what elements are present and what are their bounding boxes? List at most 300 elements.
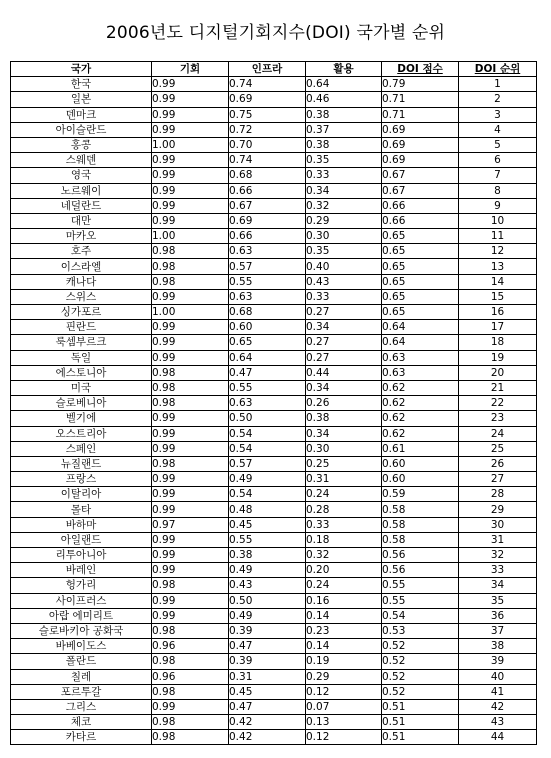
utilization-cell: 0.07: [306, 699, 382, 714]
table-row: [11, 654, 537, 669]
infrastructure-cell: 0.49: [229, 608, 306, 623]
doi-rank-cell: 3: [459, 107, 537, 122]
table-row: [11, 502, 537, 517]
doi-rank-cell: 25: [459, 441, 537, 456]
country-cell: 벨기에: [11, 411, 152, 426]
infrastructure-cell: 0.63: [229, 244, 306, 259]
opportunity-cell: 0.96: [152, 669, 229, 684]
doi-score-cell: 0.71: [382, 107, 459, 122]
doi-rank-cell: 42: [459, 699, 537, 714]
table-row: [11, 684, 537, 699]
infrastructure-cell: 0.65: [229, 335, 306, 350]
opportunity-cell: 0.99: [152, 441, 229, 456]
country-cell: 오스트리아: [11, 426, 152, 441]
utilization-cell: 0.13: [306, 715, 382, 730]
country-cell: 룩셈부르크: [11, 335, 152, 350]
utilization-cell: 0.27: [306, 335, 382, 350]
infrastructure-cell: 0.54: [229, 441, 306, 456]
doi-rank-cell: 7: [459, 168, 537, 183]
doi-rank-cell: 31: [459, 532, 537, 547]
doi-rank-cell: 1: [459, 77, 537, 92]
infrastructure-cell: 0.66: [229, 229, 306, 244]
opportunity-cell: 0.99: [152, 411, 229, 426]
utilization-cell: 0.29: [306, 669, 382, 684]
table-row: [11, 715, 537, 730]
table-row: [11, 426, 537, 441]
infrastructure-cell: 0.38: [229, 548, 306, 563]
doi-score-cell: 0.63: [382, 365, 459, 380]
opportunity-cell: 0.98: [152, 623, 229, 638]
utilization-cell: 0.24: [306, 578, 382, 593]
infrastructure-cell: 0.50: [229, 411, 306, 426]
doi-score-cell: 0.60: [382, 456, 459, 471]
infrastructure-cell: 0.72: [229, 122, 306, 137]
infrastructure-cell: 0.54: [229, 426, 306, 441]
infrastructure-cell: 0.42: [229, 730, 306, 745]
doi-score-cell: 0.58: [382, 502, 459, 517]
doi-score-cell: 0.62: [382, 411, 459, 426]
utilization-cell: 0.29: [306, 213, 382, 228]
header-doi-score-label: DOI 점수: [397, 63, 443, 76]
doi-score-cell: 0.53: [382, 623, 459, 638]
opportunity-cell: 0.98: [152, 244, 229, 259]
doi-rank-cell: 44: [459, 730, 537, 745]
utilization-cell: 0.33: [306, 168, 382, 183]
opportunity-cell: 0.98: [152, 380, 229, 395]
table-row: [11, 198, 537, 213]
table-row: [11, 229, 537, 244]
infrastructure-cell: 0.49: [229, 472, 306, 487]
opportunity-cell: 0.99: [152, 350, 229, 365]
infrastructure-cell: 0.47: [229, 699, 306, 714]
table-row: [11, 517, 537, 532]
opportunity-cell: 0.98: [152, 396, 229, 411]
table-row: [11, 213, 537, 228]
utilization-cell: 0.12: [306, 730, 382, 745]
country-cell: 바레인: [11, 563, 152, 578]
table-row: [11, 396, 537, 411]
doi-score-cell: 0.59: [382, 487, 459, 502]
doi-score-cell: 0.71: [382, 92, 459, 107]
opportunity-cell: 0.99: [152, 532, 229, 547]
utilization-cell: 0.16: [306, 593, 382, 608]
utilization-cell: 0.44: [306, 365, 382, 380]
opportunity-cell: 0.98: [152, 365, 229, 380]
opportunity-cell: 0.99: [152, 77, 229, 92]
opportunity-cell: 0.96: [152, 639, 229, 654]
doi-rank-cell: 34: [459, 578, 537, 593]
utilization-cell: 0.34: [306, 320, 382, 335]
doi-score-cell: 0.54: [382, 608, 459, 623]
infrastructure-cell: 0.48: [229, 502, 306, 517]
infrastructure-cell: 0.57: [229, 456, 306, 471]
utilization-cell: 0.23: [306, 623, 382, 638]
table-row: [11, 335, 537, 350]
opportunity-cell: 0.99: [152, 289, 229, 304]
country-cell: 마카오: [11, 229, 152, 244]
table-row: [11, 608, 537, 623]
doi-score-cell: 0.69: [382, 122, 459, 137]
doi-score-cell: 0.62: [382, 396, 459, 411]
country-cell: 영국: [11, 168, 152, 183]
opportunity-cell: 0.98: [152, 259, 229, 274]
opportunity-cell: 1.00: [152, 137, 229, 152]
infrastructure-cell: 0.75: [229, 107, 306, 122]
doi-rank-cell: 5: [459, 137, 537, 152]
doi-rank-cell: 18: [459, 335, 537, 350]
table-row: [11, 730, 537, 745]
opportunity-cell: 0.99: [152, 472, 229, 487]
opportunity-cell: 0.99: [152, 563, 229, 578]
opportunity-cell: 0.99: [152, 198, 229, 213]
opportunity-cell: 0.99: [152, 608, 229, 623]
header-country: 국가: [11, 62, 152, 77]
infrastructure-cell: 0.60: [229, 320, 306, 335]
country-cell: 폴란드: [11, 654, 152, 669]
opportunity-cell: 0.98: [152, 715, 229, 730]
opportunity-cell: 0.98: [152, 730, 229, 745]
infrastructure-cell: 0.55: [229, 274, 306, 289]
table-row: [11, 153, 537, 168]
opportunity-cell: 1.00: [152, 229, 229, 244]
infrastructure-cell: 0.63: [229, 289, 306, 304]
country-cell: 노르웨이: [11, 183, 152, 198]
utilization-cell: 0.25: [306, 456, 382, 471]
table-row: [11, 259, 537, 274]
doi-score-cell: 0.51: [382, 699, 459, 714]
doi-score-cell: 0.65: [382, 259, 459, 274]
doi-rank-cell: 14: [459, 274, 537, 289]
country-cell: 이스라엘: [11, 259, 152, 274]
utilization-cell: 0.64: [306, 77, 382, 92]
country-cell: 바하마: [11, 517, 152, 532]
country-cell: 홍콩: [11, 137, 152, 152]
utilization-cell: 0.34: [306, 380, 382, 395]
opportunity-cell: 0.99: [152, 487, 229, 502]
doi-rank-cell: 20: [459, 365, 537, 380]
country-cell: 스웨덴: [11, 153, 152, 168]
doi-score-cell: 0.60: [382, 472, 459, 487]
table-header-row: [11, 62, 537, 77]
opportunity-cell: 0.99: [152, 593, 229, 608]
doi-rank-cell: 6: [459, 153, 537, 168]
doi-rank-cell: 40: [459, 669, 537, 684]
opportunity-cell: 0.98: [152, 684, 229, 699]
doi-rank-cell: 12: [459, 244, 537, 259]
doi-score-cell: 0.62: [382, 426, 459, 441]
country-cell: 캐나다: [11, 274, 152, 289]
doi-rank-cell: 43: [459, 715, 537, 730]
infrastructure-cell: 0.55: [229, 380, 306, 395]
opportunity-cell: 0.98: [152, 274, 229, 289]
doi-rank-cell: 17: [459, 320, 537, 335]
country-cell: 네덜란드: [11, 198, 152, 213]
utilization-cell: 0.35: [306, 153, 382, 168]
country-cell: 슬로바키아 공화국: [11, 623, 152, 638]
doi-rank-cell: 21: [459, 380, 537, 395]
table-row: [11, 107, 537, 122]
infrastructure-cell: 0.43: [229, 578, 306, 593]
table-row: [11, 305, 537, 320]
utilization-cell: 0.27: [306, 350, 382, 365]
infrastructure-cell: 0.63: [229, 396, 306, 411]
infrastructure-cell: 0.39: [229, 654, 306, 669]
infrastructure-cell: 0.68: [229, 168, 306, 183]
header-infrastructure: 인프라: [229, 62, 306, 77]
infrastructure-cell: 0.66: [229, 183, 306, 198]
table-row: [11, 456, 537, 471]
doi-score-cell: 0.64: [382, 320, 459, 335]
doi-score-cell: 0.69: [382, 137, 459, 152]
table-row: [11, 548, 537, 563]
table-row: [11, 244, 537, 259]
infrastructure-cell: 0.47: [229, 639, 306, 654]
header-doi-rank: [459, 62, 537, 77]
table-row: [11, 380, 537, 395]
doi-score-cell: 0.58: [382, 532, 459, 547]
opportunity-cell: 0.97: [152, 517, 229, 532]
table-row: [11, 183, 537, 198]
country-cell: 에스토니아: [11, 365, 152, 380]
country-cell: 덴마크: [11, 107, 152, 122]
utilization-cell: 0.37: [306, 122, 382, 137]
infrastructure-cell: 0.67: [229, 198, 306, 213]
utilization-cell: 0.40: [306, 259, 382, 274]
doi-score-cell: 0.66: [382, 213, 459, 228]
table-row: [11, 289, 537, 304]
infrastructure-cell: 0.39: [229, 623, 306, 638]
utilization-cell: 0.28: [306, 502, 382, 517]
infrastructure-cell: 0.45: [229, 684, 306, 699]
table-row: [11, 487, 537, 502]
header-doi-rank-label: DOI 순위: [474, 63, 521, 76]
infrastructure-cell: 0.45: [229, 517, 306, 532]
infrastructure-cell: 0.57: [229, 259, 306, 274]
infrastructure-cell: 0.70: [229, 137, 306, 152]
doi-score-cell: 0.56: [382, 563, 459, 578]
country-cell: 헝가리: [11, 578, 152, 593]
doi-rank-cell: 11: [459, 229, 537, 244]
doi-rank-cell: 33: [459, 563, 537, 578]
page-title: 2006년도 디지털기회지수(DOI) 국가별 순위: [105, 23, 446, 43]
opportunity-cell: 1.00: [152, 305, 229, 320]
utilization-cell: 0.26: [306, 396, 382, 411]
doi-rank-cell: 4: [459, 122, 537, 137]
table-row: [11, 532, 537, 547]
doi-rank-cell: 26: [459, 456, 537, 471]
doi-ranking-table: [10, 61, 537, 745]
doi-rank-cell: 8: [459, 183, 537, 198]
header-opportunity: 기회: [152, 62, 229, 77]
opportunity-cell: 0.99: [152, 153, 229, 168]
table-row: [11, 639, 537, 654]
doi-rank-cell: 15: [459, 289, 537, 304]
table-row: [11, 623, 537, 638]
country-cell: 한국: [11, 77, 152, 92]
country-cell: 미국: [11, 380, 152, 395]
table-row: [11, 593, 537, 608]
utilization-cell: 0.32: [306, 548, 382, 563]
infrastructure-cell: 0.49: [229, 563, 306, 578]
doi-score-cell: 0.67: [382, 168, 459, 183]
header-utilization: 활용: [306, 62, 382, 77]
utilization-cell: 0.18: [306, 532, 382, 547]
doi-score-cell: 0.63: [382, 350, 459, 365]
country-cell: 이탈리아: [11, 487, 152, 502]
opportunity-cell: 0.99: [152, 168, 229, 183]
doi-score-cell: 0.79: [382, 77, 459, 92]
doi-rank-cell: 28: [459, 487, 537, 502]
country-cell: 스페인: [11, 441, 152, 456]
opportunity-cell: 0.99: [152, 213, 229, 228]
doi-rank-cell: 24: [459, 426, 537, 441]
utilization-cell: 0.35: [306, 244, 382, 259]
opportunity-cell: 0.99: [152, 92, 229, 107]
doi-score-cell: 0.56: [382, 548, 459, 563]
doi-score-cell: 0.65: [382, 244, 459, 259]
table-row: [11, 669, 537, 684]
table-row: [11, 274, 537, 289]
utilization-cell: 0.32: [306, 198, 382, 213]
infrastructure-cell: 0.47: [229, 365, 306, 380]
utilization-cell: 0.14: [306, 608, 382, 623]
infrastructure-cell: 0.68: [229, 305, 306, 320]
country-cell: 뉴질랜드: [11, 456, 152, 471]
utilization-cell: 0.30: [306, 441, 382, 456]
doi-score-cell: 0.64: [382, 335, 459, 350]
utilization-cell: 0.27: [306, 305, 382, 320]
doi-score-cell: 0.69: [382, 153, 459, 168]
doi-score-cell: 0.55: [382, 578, 459, 593]
doi-score-cell: 0.52: [382, 684, 459, 699]
table-row: [11, 168, 537, 183]
doi-score-cell: 0.52: [382, 654, 459, 669]
doi-rank-cell: 36: [459, 608, 537, 623]
doi-rank-cell: 27: [459, 472, 537, 487]
utilization-cell: 0.33: [306, 289, 382, 304]
country-cell: 싱가포르: [11, 305, 152, 320]
doi-rank-cell: 29: [459, 502, 537, 517]
doi-rank-cell: 39: [459, 654, 537, 669]
table-row: [11, 350, 537, 365]
doi-score-cell: 0.61: [382, 441, 459, 456]
country-cell: 호주: [11, 244, 152, 259]
table-row: [11, 320, 537, 335]
doi-rank-cell: 23: [459, 411, 537, 426]
utilization-cell: 0.33: [306, 517, 382, 532]
country-cell: 포르투갈: [11, 684, 152, 699]
utilization-cell: 0.46: [306, 92, 382, 107]
utilization-cell: 0.24: [306, 487, 382, 502]
country-cell: 아일랜드: [11, 532, 152, 547]
country-cell: 체코: [11, 715, 152, 730]
country-cell: 아랍 에미리트: [11, 608, 152, 623]
doi-rank-cell: 9: [459, 198, 537, 213]
doi-rank-cell: 32: [459, 548, 537, 563]
utilization-cell: 0.38: [306, 107, 382, 122]
doi-rank-cell: 19: [459, 350, 537, 365]
doi-score-cell: 0.65: [382, 289, 459, 304]
doi-score-cell: 0.67: [382, 183, 459, 198]
doi-score-cell: 0.65: [382, 229, 459, 244]
country-cell: 스위스: [11, 289, 152, 304]
country-cell: 핀란드: [11, 320, 152, 335]
utilization-cell: 0.34: [306, 183, 382, 198]
doi-score-cell: 0.58: [382, 517, 459, 532]
utilization-cell: 0.34: [306, 426, 382, 441]
opportunity-cell: 0.99: [152, 426, 229, 441]
doi-score-cell: 0.51: [382, 730, 459, 745]
infrastructure-cell: 0.69: [229, 92, 306, 107]
opportunity-cell: 0.99: [152, 548, 229, 563]
table-row: [11, 365, 537, 380]
country-cell: 아이슬란드: [11, 122, 152, 137]
table-row: [11, 578, 537, 593]
utilization-cell: 0.43: [306, 274, 382, 289]
table-row: [11, 137, 537, 152]
doi-rank-cell: 35: [459, 593, 537, 608]
opportunity-cell: 0.99: [152, 122, 229, 137]
infrastructure-cell: 0.50: [229, 593, 306, 608]
doi-score-cell: 0.52: [382, 669, 459, 684]
doi-rank-cell: 30: [459, 517, 537, 532]
utilization-cell: 0.19: [306, 654, 382, 669]
doi-rank-cell: 10: [459, 213, 537, 228]
utilization-cell: 0.30: [306, 229, 382, 244]
doi-rank-cell: 41: [459, 684, 537, 699]
doi-rank-cell: 22: [459, 396, 537, 411]
utilization-cell: 0.31: [306, 472, 382, 487]
opportunity-cell: 0.98: [152, 456, 229, 471]
table-row: [11, 563, 537, 578]
opportunity-cell: 0.99: [152, 502, 229, 517]
country-cell: 몰타: [11, 502, 152, 517]
doi-score-cell: 0.65: [382, 305, 459, 320]
table-row: [11, 92, 537, 107]
country-cell: 그리스: [11, 699, 152, 714]
country-cell: 바베이도스: [11, 639, 152, 654]
table-body: [11, 77, 537, 745]
table-row: [11, 699, 537, 714]
doi-rank-cell: 37: [459, 623, 537, 638]
country-cell: 일본: [11, 92, 152, 107]
doi-score-cell: 0.65: [382, 274, 459, 289]
doi-rank-cell: 16: [459, 305, 537, 320]
table-row: [11, 411, 537, 426]
doi-score-cell: 0.55: [382, 593, 459, 608]
table-row: [11, 441, 537, 456]
country-cell: 사이프러스: [11, 593, 152, 608]
infrastructure-cell: 0.74: [229, 77, 306, 92]
opportunity-cell: 0.99: [152, 183, 229, 198]
opportunity-cell: 0.98: [152, 578, 229, 593]
infrastructure-cell: 0.55: [229, 532, 306, 547]
header-doi-score: [382, 62, 459, 77]
opportunity-cell: 0.99: [152, 699, 229, 714]
country-cell: 슬로베니아: [11, 396, 152, 411]
doi-score-cell: 0.66: [382, 198, 459, 213]
country-cell: 리투아니아: [11, 548, 152, 563]
opportunity-cell: 0.99: [152, 107, 229, 122]
country-cell: 칠레: [11, 669, 152, 684]
country-cell: 카타르: [11, 730, 152, 745]
opportunity-cell: 0.99: [152, 320, 229, 335]
country-cell: 프랑스: [11, 472, 152, 487]
infrastructure-cell: 0.42: [229, 715, 306, 730]
doi-score-cell: 0.51: [382, 715, 459, 730]
opportunity-cell: 0.99: [152, 335, 229, 350]
utilization-cell: 0.38: [306, 137, 382, 152]
